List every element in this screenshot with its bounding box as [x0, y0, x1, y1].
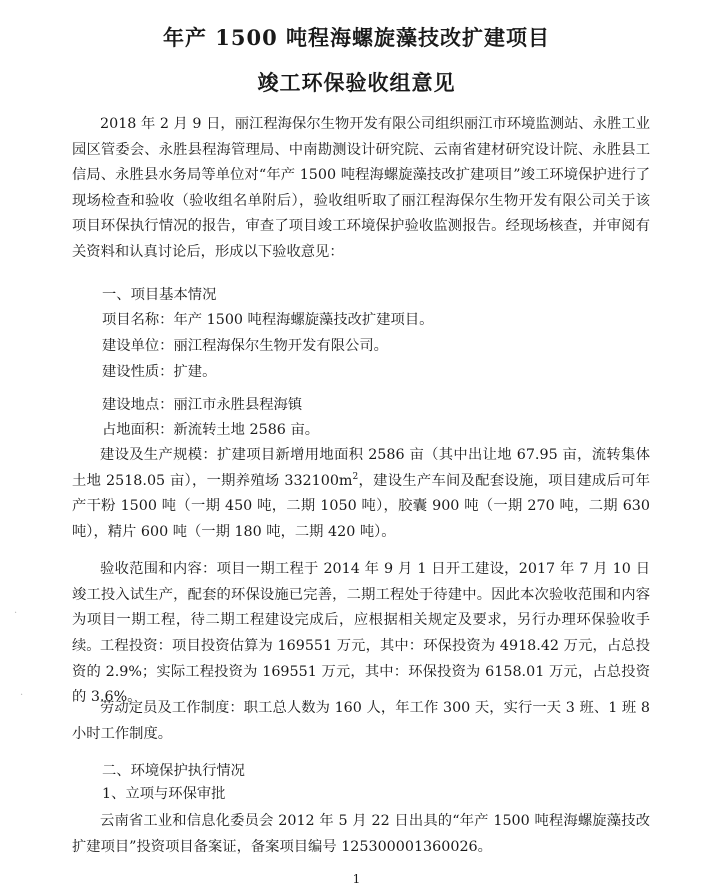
scale-text-2: ，建设生产车间及配套设施，项目建成后可年产干粉 1500 吨（一期 450 吨，二期 1050 吨），胶囊 900 吨（一期 270 吨，二期 630 吨），精片 600 吨（一期 180 吨，二期 420 吨）。 [72, 472, 650, 540]
scale-paragraph [72, 443, 650, 545]
construction-unit: 建设单位：丽江程海保尔生物开发有限公司。 [102, 338, 388, 354]
section1-heading: 一、项目基本情况 [102, 287, 217, 303]
investment-paragraph: 工程投资：项目投资估算为 169551 万元，其中：环保投资为 4918.42 万元，占总投资的 2.9%；实际工程投资为 169551 万元，其中：环保投资为 6158.01 万元，占总投资的 3.6%。 [72, 638, 650, 705]
land-area: 占地面积：新流转土地 2586 亩。 [102, 422, 320, 438]
document-title-line2: 竣工环保验收组意见 [257, 70, 456, 95]
subsection1-heading: 1、立项与环保审批 [102, 786, 226, 802]
project-name: 项目名称：年产 1500 吨程海螺旋藻技改扩建项目。 [102, 312, 434, 328]
scale-text-1: 建设及生产规模：扩建项目新增用地面积 2586 亩（其中出让地 67.95 亩，流转集体土地 2518.05 亩），一期养殖场 332100m [72, 447, 650, 489]
scope-paragraph: 验收范围和内容：项目一期工程于 2014 年 9 月 1 日开工建设，2017 年 7 月 10 日竣工投入试生产，配套的环保设施已完善，二期工程处于待建中。因此本次验收范围和内容为项目一期工程，待二期工程建设完成后，应根据相关规定及要求，另行办理环保验收手续。 [72, 561, 650, 654]
scan-mark: · [20, 690, 24, 701]
document-title-line1: 年产 1500 吨程海螺旋藻技改扩建项目 [162, 25, 551, 50]
scale-superscript: 2 [352, 471, 359, 482]
construction-nature: 建设性质：扩建。 [102, 364, 217, 380]
page-number: 1 [352, 872, 361, 886]
intro-paragraph: 2018 年 2 月 9 日，丽江程海保尔生物开发有限公司组织丽江市环境监测站、永胜工业园区管委会、永胜县程海管理局、中南勘测设计研究院、云南省建材研究设计院、永胜县工信局、永胜县水务局等单位对“年产 1500 吨程海螺旋藻技改扩建项目”竣工环境保护进行了现场检查和验收（验收组名单附后），验收组听取了丽江程海保尔生物开发有限公司关于该项目环保执行情况的报告，审查了项目竣工环境保护验收监测报告。经现场核查，并审阅有关资料和认真讨论后，形成以下验收意见： [72, 116, 650, 260]
labor-paragraph: 劳动定员及工作制度：职工总人数为 160 人，年工作 300 天，实行一天 3 班、1 班 8 小时工作制度。 [72, 700, 650, 742]
filing-paragraph: 云南省工业和信息化委员会 2012 年 5 月 22 日出具的“年产 1500 吨程海螺旋藻技改扩建项目”投资项目备案证，备案项目编号 125300001360026。 [72, 813, 650, 855]
scan-mark: · [14, 608, 18, 619]
construction-location: 建设地点：丽江市永胜县程海镇 [102, 397, 303, 413]
section2-heading: 二、环境保护执行情况 [102, 763, 245, 779]
